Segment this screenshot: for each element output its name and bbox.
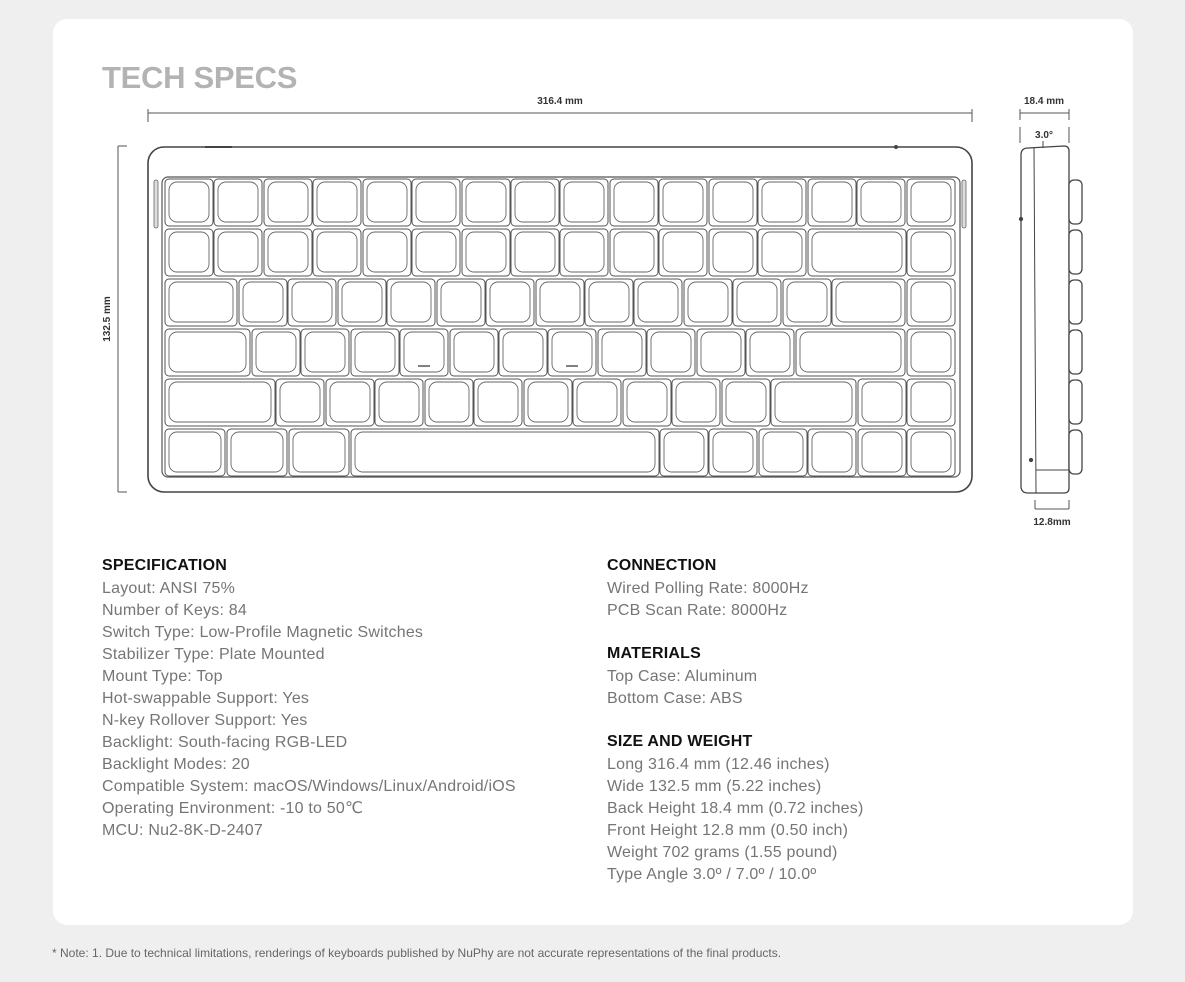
keycap-top	[169, 182, 209, 222]
keycap-top	[911, 282, 951, 322]
page-title: TECH SPECS	[102, 60, 298, 95]
keycap-top	[676, 382, 716, 422]
keycap-top	[638, 282, 678, 322]
width-dimension	[118, 146, 127, 492]
angle-label: 3.0°	[1035, 130, 1053, 141]
keycap-top	[713, 232, 753, 272]
keycap-top	[564, 182, 604, 222]
keycap-top	[762, 232, 802, 272]
connection-heading: CONNECTION	[607, 557, 717, 574]
keycap-top	[763, 432, 803, 472]
keycap-top	[305, 332, 345, 372]
footnote: * Note: 1. Due to technical limitations, renderings of keyboards published by NuPhy are not accurate representations of the final products.	[52, 946, 782, 960]
keycap-top	[416, 232, 456, 272]
connection-section	[607, 556, 809, 622]
keycap-top	[862, 382, 902, 422]
size-weight-row: Weight 702 grams (1.55 pound)	[607, 844, 838, 861]
size-weight-row: Long 316.4 mm (12.46 inches)	[607, 756, 830, 773]
specification-row: MCU: Nu2-8K-D-2407	[102, 822, 263, 839]
keycap-top	[169, 282, 233, 322]
keycap-top	[169, 432, 221, 472]
keycap-top	[861, 182, 901, 222]
specification-row: Stabilizer Type: Plate Mounted	[102, 646, 325, 663]
keycap-top	[268, 182, 308, 222]
keycap-top	[379, 382, 419, 422]
size-weight-row: Front Height 12.8 mm (0.50 inch)	[607, 822, 849, 839]
keycap-top	[812, 232, 902, 272]
keycap-top	[490, 282, 530, 322]
keycap-top	[515, 182, 555, 222]
keycap-top	[317, 182, 357, 222]
keycap-top	[231, 432, 283, 472]
keycap-top	[726, 382, 766, 422]
specification-row: Mount Type: Top	[102, 668, 223, 685]
keycap-top	[515, 232, 555, 272]
size-weight-section	[607, 732, 864, 886]
keycap-top	[478, 382, 518, 422]
keycap-top	[589, 282, 629, 322]
keycap-top	[454, 332, 494, 372]
keycap-top	[466, 182, 506, 222]
materials-row: Bottom Case: ABS	[607, 690, 743, 707]
specification-row: Operating Environment: -10 to 50℃	[102, 800, 364, 817]
keycap-top	[330, 382, 370, 422]
keycap-top	[911, 382, 951, 422]
keycap-top	[911, 332, 951, 372]
keycap-top	[812, 182, 852, 222]
keycap-top	[911, 182, 951, 222]
keycap-top	[367, 232, 407, 272]
keycap-top	[564, 232, 604, 272]
keycap-top	[627, 382, 667, 422]
specification-row: Backlight Modes: 20	[102, 756, 250, 773]
keycap-top	[280, 382, 320, 422]
keycap-top	[775, 382, 852, 422]
length-dimension	[148, 109, 972, 122]
keycap-top	[169, 332, 246, 372]
connection-row: Wired Polling Rate: 8000Hz	[607, 580, 809, 597]
keycap-top	[317, 232, 357, 272]
specification-row: Layout: ANSI 75%	[102, 580, 236, 597]
keycap-top	[528, 382, 568, 422]
keycap-top	[391, 282, 431, 322]
side-view	[1020, 141, 1083, 493]
materials-heading: MATERIALS	[607, 645, 701, 662]
specification-row: Switch Type: Low-Profile Magnetic Switches	[102, 624, 424, 641]
keycap-top	[577, 382, 617, 422]
keycap-top	[713, 182, 753, 222]
specification-row: Backlight: South-facing RGB-LED	[102, 734, 348, 751]
specification-section	[102, 556, 516, 842]
specification-row: Number of Keys: 84	[102, 602, 247, 619]
keycap-top	[429, 382, 469, 422]
keycap-top	[688, 282, 728, 322]
side-dimension-bottom	[1035, 500, 1069, 509]
keycap-top	[911, 432, 951, 472]
keycap-top	[812, 432, 852, 472]
size-weight-row: Wide 132.5 mm (5.22 inches)	[607, 778, 822, 795]
keycap-top	[750, 332, 790, 372]
keycap-top	[540, 282, 580, 322]
keycap-top	[218, 232, 258, 272]
size-weight-heading: SIZE AND WEIGHT	[607, 733, 753, 750]
keycap-top	[663, 232, 703, 272]
keycap-top	[218, 182, 258, 222]
keycap-top	[737, 282, 777, 322]
keycap-top	[713, 432, 753, 472]
keycap-top	[614, 232, 654, 272]
keycap-top	[441, 282, 481, 322]
keycap-top	[293, 432, 345, 472]
materials-row: Top Case: Aluminum	[607, 668, 758, 685]
keycap-top	[256, 332, 296, 372]
keycap-top	[367, 182, 407, 222]
materials-section	[607, 644, 757, 710]
keycap-top	[701, 332, 741, 372]
keycap-top	[169, 382, 271, 422]
keycap-top	[169, 232, 209, 272]
keycap-top	[800, 332, 901, 372]
keycap-top	[342, 282, 382, 322]
keycap-top	[268, 232, 308, 272]
keycap-top	[664, 432, 704, 472]
keycap-top	[651, 332, 691, 372]
specification-row: N-key Rollover Support: Yes	[102, 712, 308, 729]
width-label: 132.5 mm	[102, 296, 113, 342]
right-slot	[962, 180, 966, 228]
keycap-top	[355, 432, 655, 472]
length-label: 316.4 mm	[537, 96, 583, 107]
keycap-top	[602, 332, 642, 372]
keycap-top	[862, 432, 902, 472]
keycap-top	[355, 332, 395, 372]
connection-row: PCB Scan Rate: 8000Hz	[607, 602, 788, 619]
size-weight-row: Back Height 18.4 mm (0.72 inches)	[607, 800, 864, 817]
keycap-top	[416, 182, 456, 222]
keycap-top	[466, 232, 506, 272]
specification-row: Hot-swappable Support: Yes	[102, 690, 310, 707]
left-slot	[154, 180, 158, 228]
keycap-top	[614, 182, 654, 222]
size-weight-row: Type Angle 3.0º / 7.0º / 10.0º	[607, 866, 817, 883]
keycap-top	[243, 282, 283, 322]
specification-row: Compatible System: macOS/Windows/Linux/Android/iOS	[102, 778, 516, 795]
keycap-top	[836, 282, 901, 322]
front-height-label: 12.8mm	[1033, 517, 1071, 528]
keycap-top	[787, 282, 827, 322]
keycap-top	[292, 282, 332, 322]
specification-heading: SPECIFICATION	[102, 557, 227, 574]
keycap-top	[503, 332, 543, 372]
keycap-top	[663, 182, 703, 222]
keycap-top	[911, 232, 951, 272]
back-height-label: 18.4 mm	[1023, 96, 1065, 107]
keycap-top	[762, 182, 802, 222]
